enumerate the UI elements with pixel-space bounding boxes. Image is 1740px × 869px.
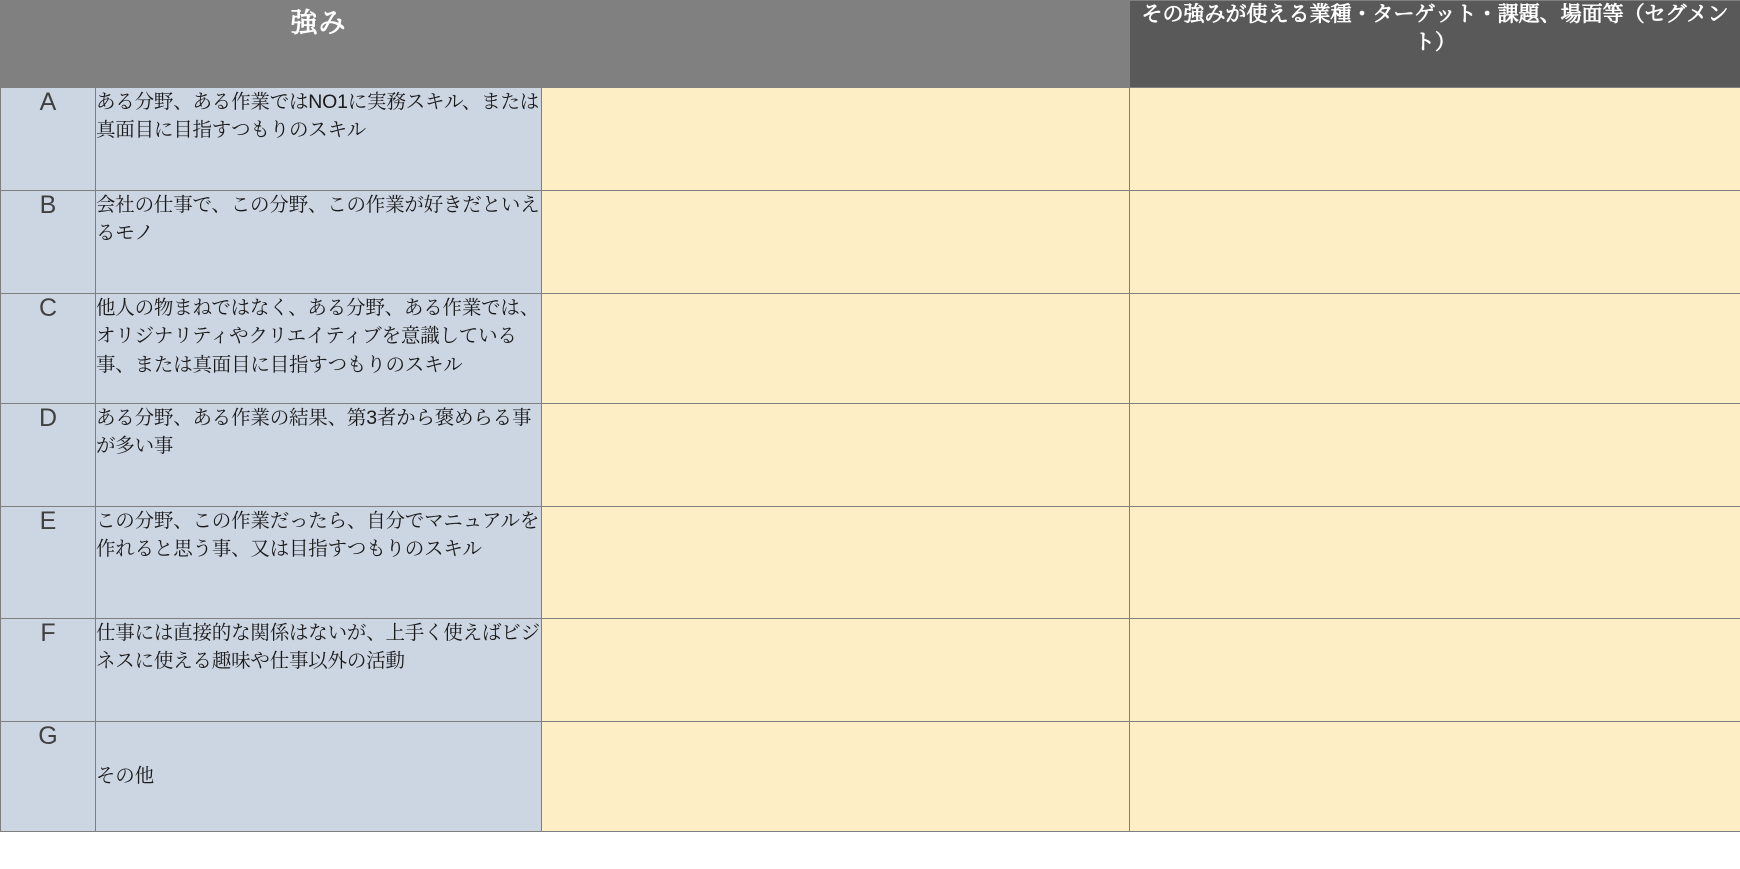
row-description-g: その他 [96, 722, 542, 832]
row-segment-input-e[interactable] [1130, 507, 1740, 619]
row-strength-input-c[interactable] [542, 294, 1130, 404]
row-label-e: E [1, 507, 96, 619]
row-description-f: 仕事には直接的な関係はないが、上手く使えばビジネスに使える趣味や仕事以外の活動 [96, 619, 542, 722]
row-segment-input-f[interactable] [1130, 619, 1740, 722]
row-label-a: A [1, 88, 96, 191]
table-row [1, 191, 1740, 294]
header-corner-cell [1, 1, 96, 88]
row-segment-input-d[interactable] [1130, 404, 1740, 507]
row-label-g: G [1, 722, 96, 832]
row-label-b: B [1, 191, 96, 294]
table-header-row [1, 1, 1740, 88]
row-label-f: F [1, 619, 96, 722]
row-strength-input-b[interactable] [542, 191, 1130, 294]
row-strength-input-g[interactable] [542, 722, 1130, 832]
row-segment-input-c[interactable] [1130, 294, 1740, 404]
row-label-d: D [1, 404, 96, 507]
header-strength: 強み [96, 1, 542, 88]
row-segment-input-b[interactable] [1130, 191, 1740, 294]
table-row [1, 619, 1740, 722]
row-strength-input-d[interactable] [542, 404, 1130, 507]
row-description-d: ある分野、ある作業の結果、第3者から褒めらる事が多い事 [96, 404, 542, 507]
header-segment: その強みが使える業種・ターゲット・課題、場面等（セグメント） [1130, 1, 1740, 88]
row-description-b: 会社の仕事で、この分野、この作業が好きだといえるモノ [96, 191, 542, 294]
row-segment-input-g[interactable] [1130, 722, 1740, 832]
row-strength-input-e[interactable] [542, 507, 1130, 619]
row-description-e: この分野、この作業だったら、自分でマニュアルを作れると思う事、又は目指すつもりのスキル [96, 507, 542, 619]
table-row [1, 404, 1740, 507]
row-label-c: C [1, 294, 96, 404]
header-strength-input [542, 1, 1130, 88]
row-strength-input-a[interactable] [542, 88, 1130, 191]
table-row [1, 722, 1740, 832]
row-segment-input-a[interactable] [1130, 88, 1740, 191]
row-description-c: 他人の物まねではなく、ある分野、ある作業では、オリジナリティやクリエイティブを意識している事、または真面目に目指すつもりのスキル [96, 294, 542, 404]
table-row [1, 507, 1740, 619]
table-row [1, 88, 1740, 191]
row-description-a: ある分野、ある作業ではNO1に実務スキル、または真面目に目指すつもりのスキル [96, 88, 542, 191]
row-strength-input-f[interactable] [542, 619, 1130, 722]
table-row [1, 294, 1740, 404]
